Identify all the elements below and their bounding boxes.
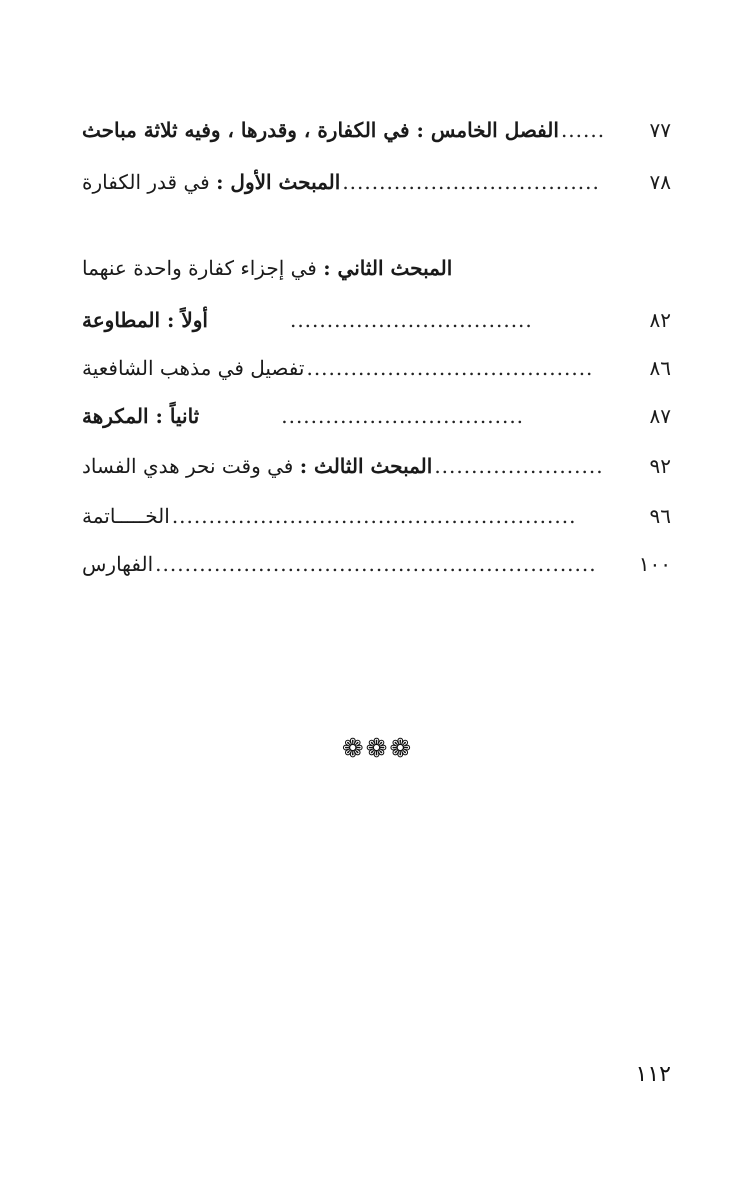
toc-label-bold: المبحث الأول :	[216, 170, 341, 194]
toc-label	[82, 354, 304, 382]
toc-leader-dots: .................................	[281, 404, 525, 428]
toc-row	[82, 452, 671, 480]
toc-label-bold: أولاً : المطاوعة	[82, 308, 208, 332]
toc-page-number: ٨٧	[649, 404, 671, 428]
toc-row	[82, 354, 671, 382]
toc-leader-dots: ......	[560, 118, 606, 142]
toc-row	[82, 254, 671, 282]
toc-label-rest: تفصيل في مذهب الشافعية	[82, 356, 305, 380]
toc-label-rest: في إجزاء كفارة واحدة عنهما	[82, 256, 324, 280]
toc-label-rest: في قدر الكفارة	[82, 170, 217, 194]
toc-leader-dots: ............................................................	[155, 552, 597, 576]
page-number: ١١٢	[635, 1062, 671, 1087]
toc-row	[82, 550, 671, 578]
toc-label	[82, 254, 452, 282]
toc-leader-dots: .......................................	[306, 356, 594, 380]
toc-leader-dots: ...................................	[342, 170, 600, 194]
toc-label	[82, 402, 199, 430]
toc-row	[82, 168, 671, 196]
toc-row	[82, 116, 671, 144]
toc-page-number: ٩٦	[649, 504, 671, 528]
toc-label	[82, 502, 170, 530]
toc-page-number: ٩٢	[649, 454, 671, 478]
toc-leader-dots: .......................................................	[171, 504, 577, 528]
toc-label-bold: المبحث الثاني :	[323, 256, 453, 280]
toc-label-bold: ثانياً : المكرهة	[82, 404, 200, 428]
toc-label-rest: الفهارس	[82, 552, 154, 576]
table-of-contents	[82, 0, 671, 620]
toc-label-rest: الخـــــاتمة	[82, 504, 170, 528]
toc-label-rest: في وقت نحر هدي الفساد	[82, 454, 300, 478]
toc-page-number: ٨٦	[649, 356, 671, 380]
toc-label	[82, 550, 153, 578]
toc-row	[82, 306, 671, 334]
toc-leader-dots: .................................	[289, 308, 533, 332]
toc-label	[82, 452, 432, 480]
toc-label-bold: المبحث الثالث :	[299, 454, 433, 478]
toc-row	[82, 502, 671, 530]
toc-page-number: ٧٧	[649, 118, 671, 142]
toc-leader-dots: .......................	[434, 454, 604, 478]
toc-label-rest: في الكفارة ، وقدرها ، وفيه ثلاثة مباحث	[82, 118, 417, 142]
toc-label	[82, 306, 208, 334]
toc-page-number: ١٠٠	[638, 552, 671, 576]
toc-page-number: ٨٢	[649, 308, 671, 332]
toc-page-number: ٧٨	[649, 170, 671, 194]
toc-row	[82, 402, 671, 430]
toc-label	[82, 116, 559, 144]
flower-ornament-icon: ❁❁❁	[341, 734, 414, 764]
toc-label	[82, 168, 340, 196]
toc-label-bold: الفصل الخامس :	[416, 118, 559, 142]
